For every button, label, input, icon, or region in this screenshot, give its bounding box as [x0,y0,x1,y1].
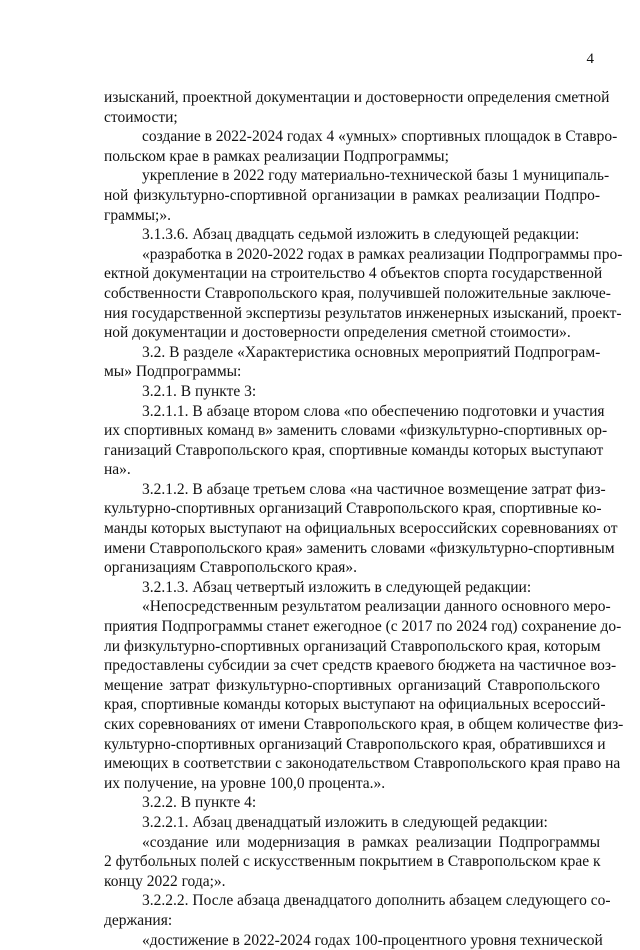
text-line: концу 2022 года;». [104,872,226,890]
text-line: создание в 2022-2024 годах 4 «умных» спортивных площадок в Ставро- [142,128,618,146]
text-line: культурно-спортивных организаций Ставропольского края, обратившихся и [104,735,606,753]
text-line: ния государственной экспертизы результатов инженерных изысканий, проект- [104,304,622,322]
text-line: 3.2.1.1. В абзаце втором слова «по обеспечению подготовки и участия [142,402,605,420]
text-line: граммы;». [104,206,171,224]
text-line: стоимости; [104,108,178,126]
text-line: ли физкультурно-спортивных организаций Ставропольского края, которым [104,637,601,655]
text-line: 3.2.1. В пункте 3: [142,382,257,400]
text-line: ских соревнованиях от имени Ставропольского края, в общем количестве физ- [104,716,624,733]
text-line: «достижение в 2022-2024 годах 100-процентного уровня технической [142,931,603,949]
text-line: организациям Ставропольского края». [104,559,358,577]
text-line: держания: [104,911,173,929]
text-line: ной физкультурно-спортивной организации в рамках реализации Подпро- [104,186,600,204]
text-line: манды которых выступают на официальных всероссийских соревнованиях от [104,520,618,538]
text-line: польском крае в рамках реализации Подпрограммы; [104,147,449,165]
page-number: 4 [586,51,594,67]
text-line: 3.1.3.6. Абзац двадцать седьмой изложить в следующей редакции: [142,226,580,244]
text-line: 2 футбольных полей с искусственным покрытием в Ставропольском крае к [104,853,601,871]
text-line: изысканий, проектной документации и достоверности определения сметной [104,89,610,106]
text-line: края, спортивные команды которых выступают на официальных всероссий- [104,696,606,714]
text-line: их получение, на уровне 100,0 процента.». [104,774,386,792]
text-line: ганизаций Ставропольского края, спортивные команды которых выступают [104,441,604,459]
text-line: укрепление в 2022 году материально-технической базы 1 муниципаль- [142,167,610,185]
text-line: 3.2.1.2. В абзаце третьем слова «на частичное возмещение затрат физ- [142,480,606,498]
text-line: имеющих в соответствии с законодательством Ставропольского края право на [104,755,621,773]
text-line: 3.2.1.3. Абзац четвертый изложить в следующей редакции: [142,578,532,596]
text-line: 3.2. В разделе «Характеристика основных мероприятий Подпрограм- [142,343,601,361]
text-line: ектной документации на строительство 4 объектов спорта государственной [104,265,603,283]
text-line: мы» Подпрограммы: [104,363,242,381]
text-line: культурно-спортивных организаций Ставропольского края, спортивные ко- [104,500,602,518]
text-line: «Непосредственным результатом реализации данного основного меро- [142,598,611,616]
text-line: их спортивных команд в» заменить словами «физкультурно-спортивных ор- [104,422,608,440]
text-line: 3.2.2. В пункте 4: [142,794,257,812]
text-line: мещение затрат физкультурно-спортивных организаций Ставропольского [104,676,600,694]
document-body [104,88,624,950]
text-line: 3.2.2.2. После абзаца двенадцатого дополнить абзацем следующего со- [142,892,611,910]
text-line: приятия Подпрограммы станет ежегодное (с 2017 по 2024 год) сохранение до- [104,618,622,636]
text-line: «разработка в 2020-2022 годах в рамках реализации Подпрограммы про- [142,245,623,263]
text-line: собственности Ставропольского края, получившей положительные заключе- [104,284,611,302]
text-line: предоставлены субсидии за счет средств краевого бюджета на частичное воз- [104,657,617,675]
text-line: на». [104,461,131,479]
text-line: «создание или модернизация в рамках реализации Подпрограммы [142,833,600,851]
text-line: ной документации и достоверности определения сметной стоимости». [104,324,571,342]
text-line: 3.2.2.1. Абзац двенадцатый изложить в следующей редакции: [142,813,548,831]
text-line: имени Ставропольского края» заменить словами «физкультурно-спортивным [104,539,615,557]
